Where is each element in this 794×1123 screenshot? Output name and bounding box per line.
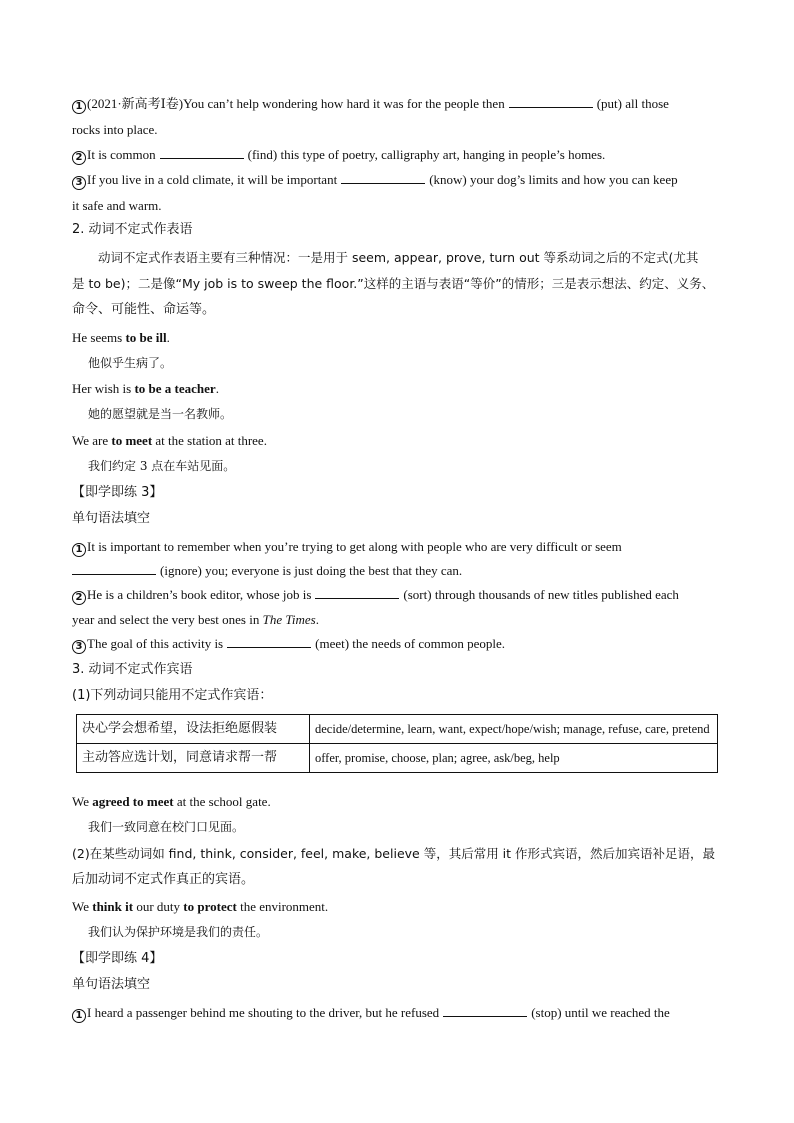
paragraph-line: 是 to be)；二是像“My job is to sweep the floor.”这样的主语与表语“等价”的情形；三是表示想法、约定、义务、 <box>72 276 715 291</box>
answer-blank[interactable] <box>509 95 593 108</box>
exercise-title: 单句语法填空 <box>72 511 151 526</box>
exercise-title: 单句语法填空 <box>72 977 151 992</box>
section-heading: 2. 动词不定式作表语 <box>72 222 193 237</box>
example-sentence: We agreed to meet at the school gate. <box>72 794 271 809</box>
example-sentence: We are to meet at the station at three. <box>72 433 267 448</box>
example-translation: 我们认为保护环境是我们的责任。 <box>88 925 269 939</box>
paragraph-line: 动词不定式作表语主要有三种情况：一是用于 seem, appear, prove, turn out 等系动词之后的不定式(尤其 <box>98 250 699 265</box>
example-translation: 我们约定 3 点在车站见面。 <box>88 459 236 473</box>
question-3-line-2: it safe and warm. <box>72 198 162 213</box>
example-sentence: Her wish is to be a teacher. <box>72 381 219 396</box>
example-translation: 我们一致同意在校门口见面。 <box>88 820 245 834</box>
question-3-3-line: 3 The goal of this activity is (meet) the needs of common people. <box>72 632 722 656</box>
table-cell-verbs: offer, promise, choose, plan; agree, ask/beg, help <box>310 744 718 773</box>
circled-number: 1 <box>72 1009 86 1023</box>
circled-number: 1 <box>72 100 86 114</box>
question-3-2-line-1: 2 He is a children’s book editor, whose job is (sort) through thousands of new titles published each <box>72 583 722 607</box>
question-3-2-line-2: year and select the very best ones in The Times. <box>72 612 319 627</box>
subsection-heading: (1)下列动词只能用不定式作宾语： <box>72 688 273 703</box>
question-1-line-1: 1 (2021·新高考Ⅰ卷)You can’t help wondering how hard it was for the people then (put) all those <box>72 92 722 116</box>
question-3-1-line-1: 1 It is important to remember when you’re trying to get along with people who are very difficult or seem <box>72 535 722 559</box>
circled-number: 1 <box>72 543 86 557</box>
answer-blank[interactable] <box>341 171 425 184</box>
answer-blank[interactable] <box>443 1004 527 1017</box>
question-1-line-2: rocks into place. <box>72 122 158 137</box>
question-3-1-line-2: (ignore) you; everyone is just doing the best that they can. <box>72 559 722 583</box>
answer-blank[interactable] <box>160 146 244 159</box>
question-4-1-line: 1 I heard a passenger behind me shouting to the driver, but he refused (stop) until we reached the <box>72 1001 722 1025</box>
answer-blank[interactable] <box>315 586 399 599</box>
verb-table <box>76 714 718 773</box>
question-2-line: 2 It is common (find) this type of poetry, calligraphy art, hanging in people’s homes. <box>72 143 722 167</box>
example-translation: 他似乎生病了。 <box>88 356 173 370</box>
circled-number: 3 <box>72 640 86 654</box>
section-heading: 3. 动词不定式作宾语 <box>72 662 193 677</box>
table-cell-mnemonic: 决心学会想希望，设法拒绝愿假装 <box>77 715 310 744</box>
table-cell-mnemonic: 主动答应选计划，同意请求帮一帮 <box>77 744 310 773</box>
example-translation: 她的愿望就是当一名教师。 <box>88 407 233 421</box>
exercise-heading: 【即学即练 4】 <box>72 951 163 966</box>
paragraph-line: 命令、可能性、命运等。 <box>72 302 216 317</box>
exercise-heading: 【即学即练 3】 <box>72 485 163 500</box>
circled-number: 3 <box>72 176 86 190</box>
table-row <box>77 744 718 773</box>
paragraph-line: 后加动词不定式作真正的宾语。 <box>72 872 255 887</box>
paragraph-line: (2)在某些动词如 find, think, consider, feel, make, believe 等，其后常用 it 作形式宾语，然后加宾语补足语，最 <box>72 846 716 861</box>
question-3-line-1: 3 If you live in a cold climate, it will be important (know) your dog’s limits and how you can keep <box>72 168 722 192</box>
circled-number: 2 <box>72 591 86 605</box>
answer-blank[interactable] <box>72 562 156 575</box>
example-sentence: He seems to be ill. <box>72 330 170 345</box>
example-sentence: We think it our duty to protect the environment. <box>72 899 329 914</box>
circled-number: 2 <box>72 151 86 165</box>
answer-blank[interactable] <box>227 635 311 648</box>
table-cell-verbs: decide/determine, learn, want, expect/hope/wish; manage, refuse, care, pretend <box>310 715 718 744</box>
table-row <box>77 715 718 744</box>
